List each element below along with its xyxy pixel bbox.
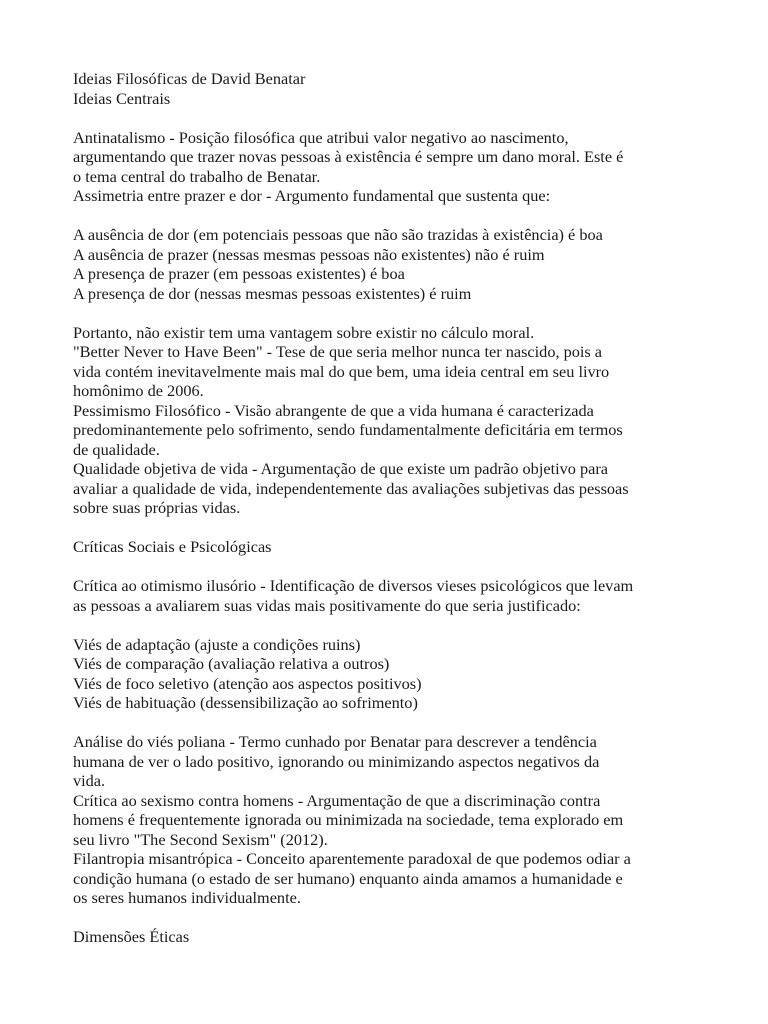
- text-line: Viés de adaptação (ajuste a condições ruins): [73, 634, 361, 654]
- text-line: Viés de habituação (dessensibilização ao sofrimento): [73, 693, 418, 712]
- text-line: seu livro "The Second Sexism" (2012).: [73, 829, 328, 849]
- text-line: A ausência de dor (em potenciais pessoas que não são trazidas à existência) é boa: [73, 225, 603, 244]
- blank-line: [73, 908, 713, 928]
- text-line: de qualidade.: [73, 439, 160, 459]
- text-line: Filantropia misantrópica - Conceito aparentemente paradoxal de que podemos odiar a: [73, 849, 631, 868]
- blank-line: [73, 206, 713, 226]
- text-line: Dimensões Éticas: [73, 927, 190, 946]
- text-line: vida contém inevitavelmente mais mal do que bem, uma ideia central em seu livro: [73, 361, 610, 381]
- text-line: "Better Never to Have Been" - Tese de que seria melhor nunca ter nascido, pois a: [73, 342, 603, 361]
- blank-line: [73, 557, 713, 577]
- text-line: homônimo de 2006.: [73, 381, 204, 400]
- blank-line: [73, 518, 713, 538]
- text-line: Pessimismo Filosófico - Visão abrangente de que a vida humana é caracterizada: [73, 400, 594, 420]
- text-line: Análise do viés poliana - Termo cunhado por Benatar para descrever a tendência: [73, 732, 597, 751]
- document-page: [73, 69, 713, 947]
- text-line: Crítica ao otimismo ilusório - Identificação de diversos vieses psicológicos que levam: [73, 576, 634, 595]
- text-line: Assimetria entre prazer e dor - Argumento fundamental que sustenta que:: [73, 186, 551, 205]
- text-line: predominantemente pelo sofrimento, sendo fundamentalmente deficitária em termos: [73, 420, 623, 439]
- text-line: homens é frequentemente ignorada ou minimizada na sociedade, tema explorado em: [73, 810, 624, 829]
- text-line: Viés de comparação (avaliação relativa a outros): [73, 654, 390, 673]
- blank-line: [73, 713, 713, 733]
- blank-line: [73, 303, 713, 323]
- text-line: Ideias Filosóficas de David Benatar: [73, 69, 306, 88]
- text-line: avaliar a qualidade de vida, independentemente das avaliações subjetivas das pessoas: [73, 478, 629, 498]
- text-line: Qualidade objetiva de vida - Argumentação de que existe um padrão objetivo para: [73, 459, 608, 478]
- text-line: humana de ver o lado positivo, ignorando ou minimizando aspectos negativos da: [73, 751, 600, 771]
- text-line: vida.: [73, 771, 106, 790]
- text-line: condição humana (o estado de ser humano) enquanto ainda amamos a humanidade e: [73, 868, 623, 888]
- text-line: Ideias Centrais: [73, 88, 171, 108]
- text-line: Portanto, não existir tem uma vantagem sobre existir no cálculo moral.: [73, 322, 535, 342]
- blank-line: [73, 108, 713, 128]
- text-line: Crítica ao sexismo contra homens - Argumentação de que a discriminação contra: [73, 790, 601, 810]
- text-line: os seres humanos individualmente.: [73, 888, 301, 907]
- text-line: o tema central do trabalho de Benatar.: [73, 166, 321, 186]
- text-line: Críticas Sociais e Psicológicas: [73, 537, 272, 556]
- text-line: as pessoas a avaliarem suas vidas mais positivamente do que seria justificado:: [73, 595, 581, 615]
- text-line: A presença de prazer (em pessoas existentes) é boa: [73, 264, 405, 283]
- text-line: sobre suas próprias vidas.: [73, 498, 241, 517]
- text-line: Antinatalismo - Posição filosófica que atribui valor negativo ao nascimento,: [73, 127, 569, 147]
- text-line: argumentando que trazer novas pessoas à existência é sempre um dano moral. Este é: [73, 147, 624, 166]
- text-line: A ausência de prazer (nessas mesmas pessoas não existentes) não é ruim: [73, 244, 545, 264]
- text-line: A presença de dor (nessas mesmas pessoas existentes) é ruim: [73, 283, 472, 303]
- text-line: Viés de foco seletivo (atenção aos aspectos positivos): [73, 673, 422, 693]
- blank-line: [73, 615, 713, 635]
